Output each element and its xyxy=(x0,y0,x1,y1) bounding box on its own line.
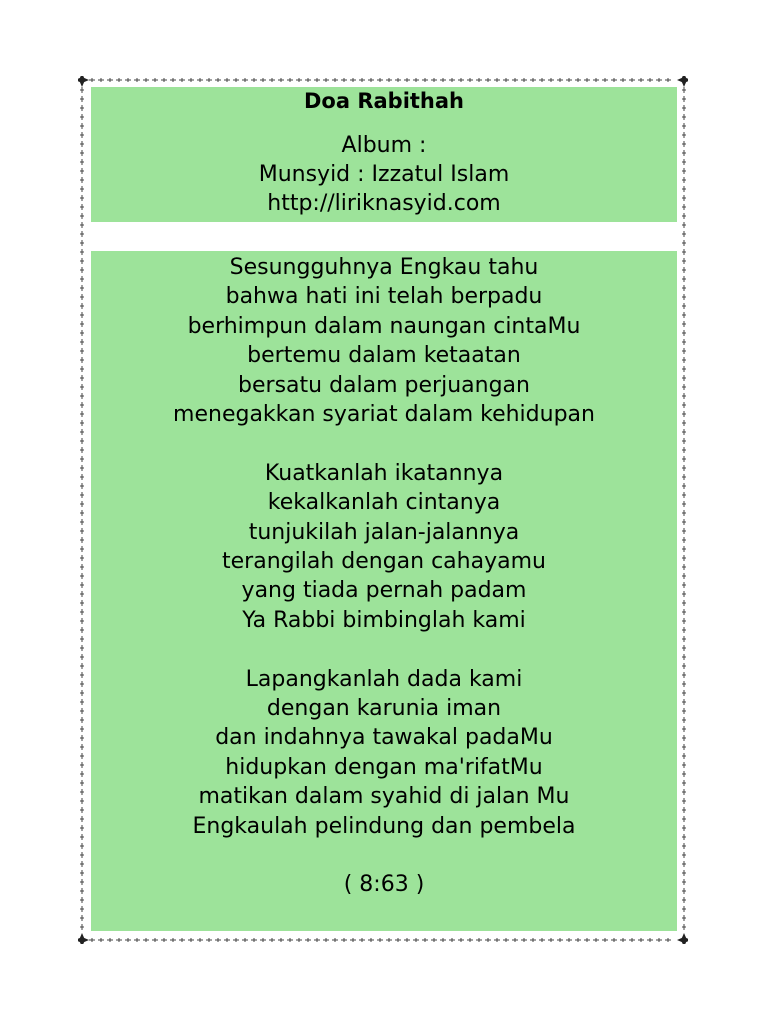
lyric-line: Sesungguhnya Engkau tahu xyxy=(229,255,539,280)
lyric-line: menegakkan syariat dalam kehidupan xyxy=(173,402,595,428)
decorative-frame xyxy=(78,76,688,944)
lyric-line: kekalkanlah cintanya xyxy=(267,490,501,516)
song-info xyxy=(91,131,677,218)
lyric-line: dan indahnya tawakal padaMu xyxy=(215,725,553,751)
lyric-line: dengan karunia iman xyxy=(266,696,502,722)
album-label: Album : xyxy=(341,133,427,158)
header-panel xyxy=(91,87,677,222)
artist-label: Munsyid : Izzatul Islam xyxy=(258,162,510,187)
stanza-2 xyxy=(91,459,677,635)
lyric-line: matikan dalam syahid di jalan Mu xyxy=(198,784,570,810)
lyrics-panel xyxy=(91,251,677,931)
stanza-3 xyxy=(91,665,677,841)
lyric-line: tunjukilah jalan-jalannya xyxy=(248,519,520,545)
lyrics xyxy=(91,251,677,900)
lyric-line: terangilah dengan cahayamu xyxy=(222,549,546,575)
stanza-1 xyxy=(91,253,677,429)
verse-reference: ( 8:63 ) xyxy=(343,872,425,898)
lyric-line: hidupkan dengan ma'rifatMu xyxy=(225,754,543,780)
lyric-line: yang tiada pernah padam xyxy=(241,578,527,604)
lyric-line: Lapangkanlah dada kami xyxy=(245,666,523,692)
lyric-line: berhimpun dalam naungan cintaMu xyxy=(187,313,581,339)
lyric-line: Ya Rabbi bimbinglah kami xyxy=(242,607,526,633)
lyric-line: bersatu dalam perjuangan xyxy=(238,372,530,398)
song-title: Doa Rabithah xyxy=(303,89,465,113)
website-link[interactable]: http://liriknasyid.com xyxy=(267,191,501,216)
lyric-line: bertemu dalam ketaatan xyxy=(247,343,521,369)
lyric-line: Kuatkanlah ikatannya xyxy=(264,460,504,486)
lyric-line: Engkaulah pelindung dan pembela xyxy=(192,813,576,839)
lyric-line: bahwa hati ini telah berpadu xyxy=(225,284,543,310)
